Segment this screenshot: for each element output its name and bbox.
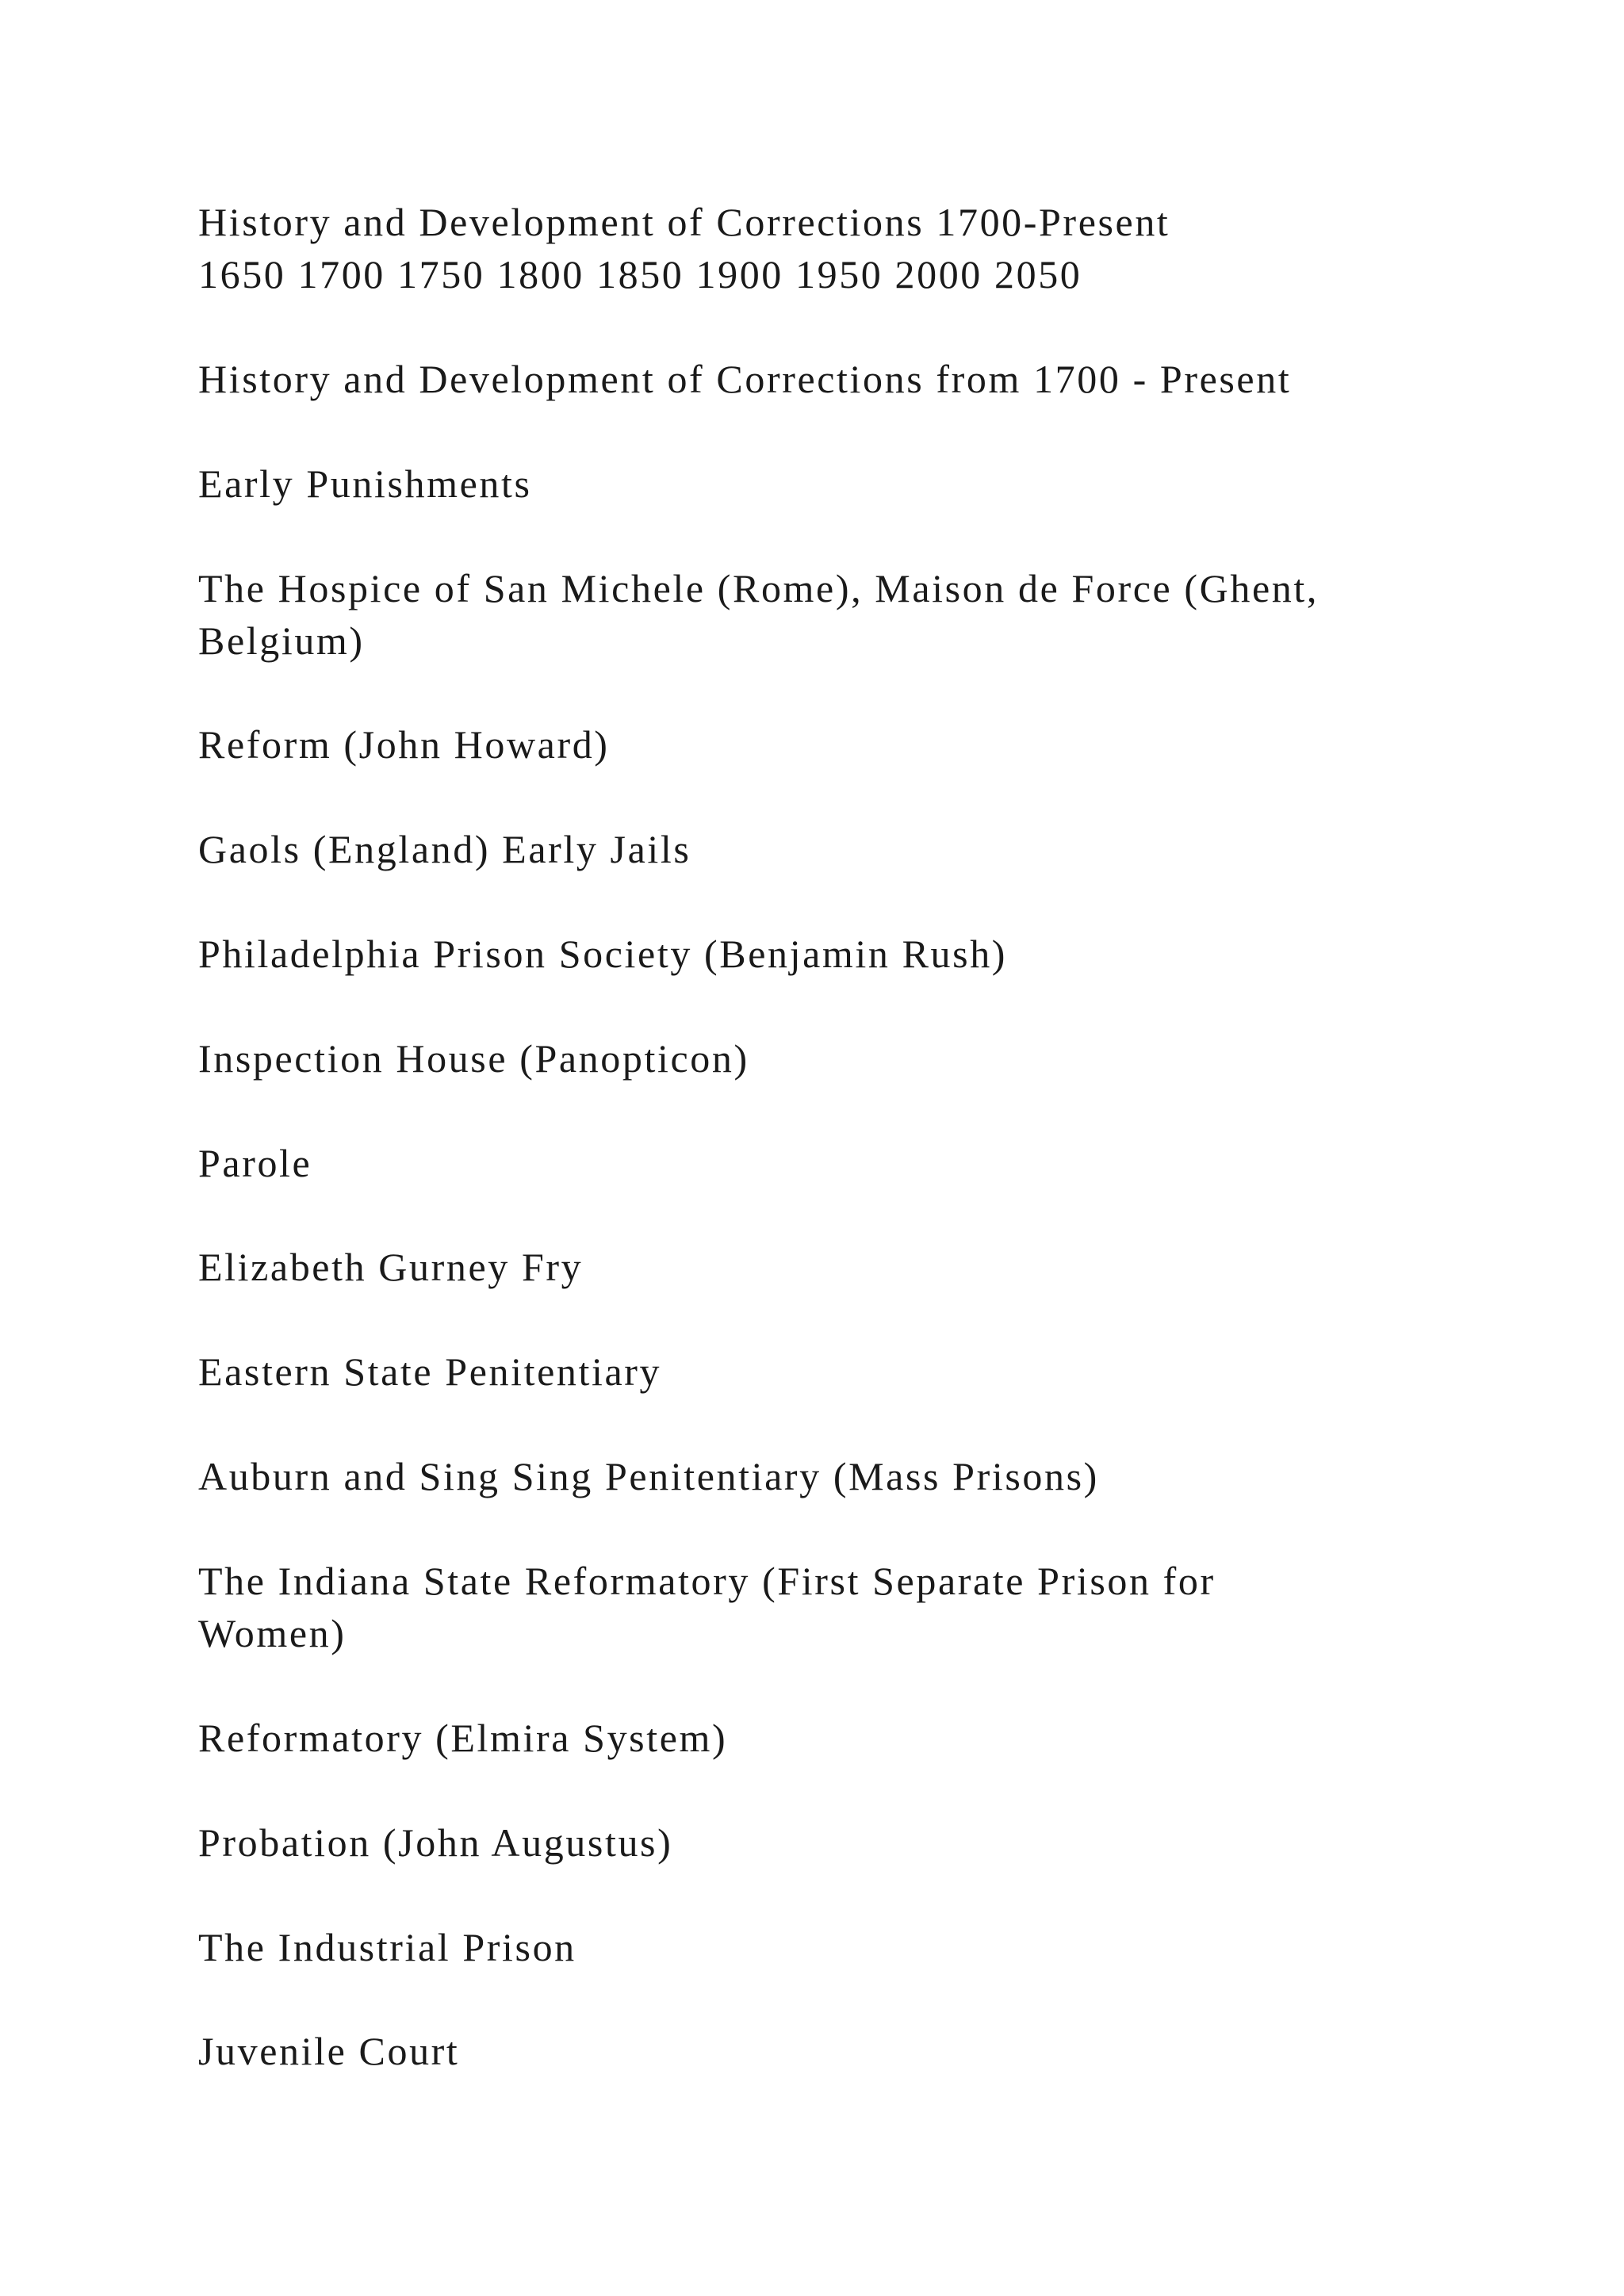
timeline-years: 1650 1700 1750 1800 1850 1900 1950 2000 2050 [198, 252, 1082, 297]
entry-indiana-state-reformatory-continued: Women) [198, 1611, 347, 1655]
document-heading: History and Development of Corrections from 1700 - Present [198, 357, 1292, 401]
entry-early-punishments: Early Punishments [198, 461, 532, 506]
entry-auburn-sing-sing: Auburn and Sing Sing Penitentiary (Mass Prisons) [198, 1454, 1099, 1498]
entry-gaols-england: Gaols (England) Early Jails [198, 827, 691, 871]
entry-inspection-house: Inspection House (Panopticon) [198, 1036, 749, 1081]
entry-reformatory-elmira: Reformatory (Elmira System) [198, 1716, 728, 1760]
entry-hospice-san-michele: The Hospice of San Michele (Rome), Maison de Force (Ghent, [198, 566, 1319, 610]
entry-reform-john-howard: Reform (John Howard) [198, 722, 610, 767]
entry-indiana-state-reformatory: The Indiana State Reformatory (First Separate Prison for [198, 1559, 1216, 1603]
entry-philadelphia-prison-society: Philadelphia Prison Society (Benjamin Rush) [198, 932, 1008, 976]
entry-eastern-state-penitentiary: Eastern State Penitentiary [198, 1349, 662, 1394]
entry-probation-john-augustus: Probation (John Augustus) [198, 1820, 673, 1865]
document-title: History and Development of Corrections 1700-Present [198, 200, 1170, 244]
entry-hospice-san-michele-continued: Belgium) [198, 618, 365, 663]
entry-elizabeth-gurney-fry: Elizabeth Gurney Fry [198, 1245, 584, 1289]
entry-industrial-prison: The Industrial Prison [198, 1925, 576, 1969]
entry-juvenile-court: Juvenile Court [198, 2029, 460, 2073]
entry-parole: Parole [198, 1141, 312, 1185]
